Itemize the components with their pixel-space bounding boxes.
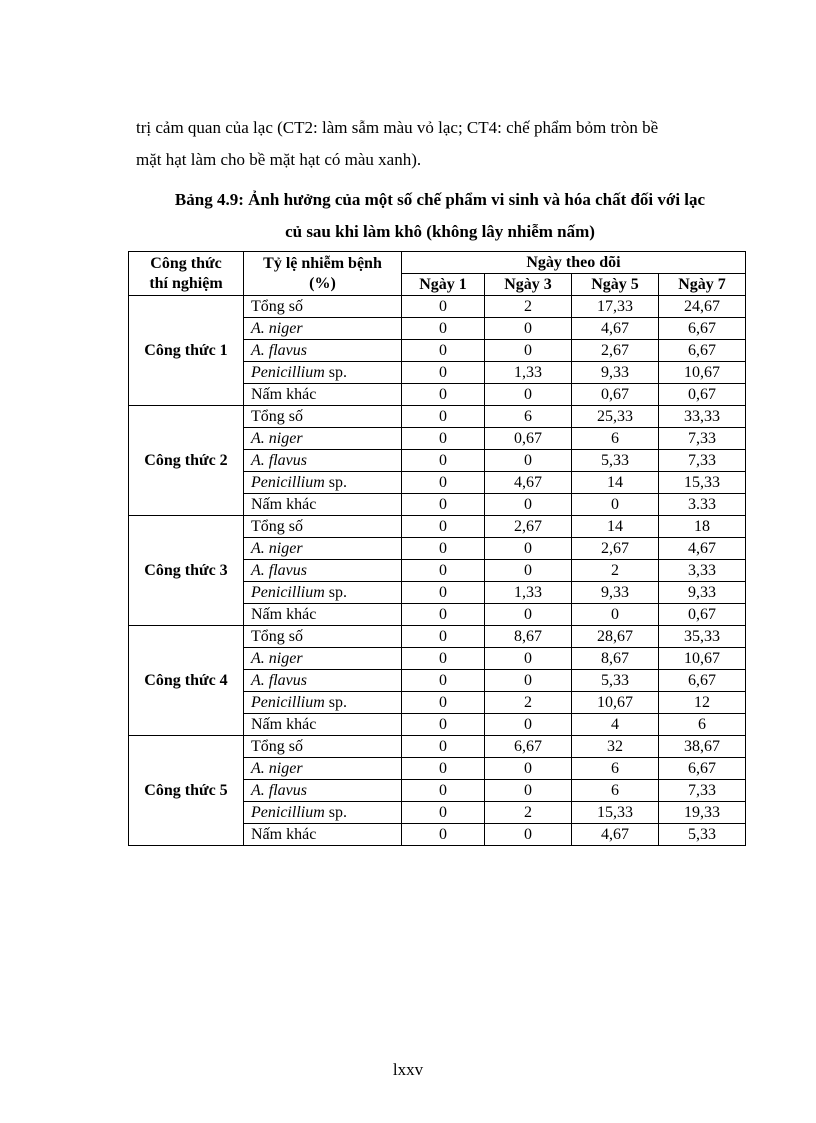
- category-text: Nấm khác: [251, 495, 317, 513]
- species-name: A. niger: [251, 429, 303, 447]
- intro-line-1: trị cảm quan của lạc (CT2: làm sẫm màu vỏ lạc; CT4: chế phẩm bỏm tròn bề: [136, 118, 659, 137]
- infection-category: [244, 758, 402, 780]
- rate-value-day-3: 0: [485, 648, 572, 670]
- category-text: Nấm khác: [251, 385, 317, 403]
- rate-value-day-7: 3,33: [659, 560, 746, 582]
- rate-value-day-7: 15,33: [659, 472, 746, 494]
- formula-name: Công thức 5: [129, 736, 244, 846]
- infection-category: [244, 296, 402, 318]
- rate-value-day-1: 0: [402, 604, 485, 626]
- infection-category: [244, 736, 402, 758]
- rate-value-day-5: 2,67: [572, 340, 659, 362]
- caption-line-2: củ sau khi làm khô (không lây nhiễm nấm): [285, 222, 595, 241]
- rate-value-day-3: 0: [485, 604, 572, 626]
- rate-value-day-7: 7,33: [659, 450, 746, 472]
- caption-line-1: Bảng 4.9: Ảnh hưởng của một số chế phẩm vi sinh và hóa chất đối với lạc: [174, 190, 706, 209]
- category-text: Tổng số: [251, 407, 303, 425]
- category-text: Nấm khác: [251, 605, 317, 623]
- rate-value-day-5: 10,67: [572, 692, 659, 714]
- infection-category: [244, 428, 402, 450]
- rate-value-day-3: 0: [485, 560, 572, 582]
- infection-category: [244, 494, 402, 516]
- rate-value-day-3: 0,67: [485, 428, 572, 450]
- rate-value-day-7: 4,67: [659, 538, 746, 560]
- rate-value-day-3: 2: [485, 296, 572, 318]
- infection-category: [244, 560, 402, 582]
- rate-value-day-5: 0,67: [572, 384, 659, 406]
- category-text: Tổng số: [251, 297, 303, 315]
- rate-value-day-5: 9,33: [572, 582, 659, 604]
- rate-value-day-3: 0: [485, 824, 572, 846]
- rate-value-day-1: 0: [402, 758, 485, 780]
- rate-value-day-1: 0: [402, 714, 485, 736]
- species-name: Penicillium: [251, 473, 325, 491]
- rate-value-day-1: 0: [402, 428, 485, 450]
- category-text: sp.: [324, 473, 347, 491]
- formula-name: Công thức 2: [129, 406, 244, 516]
- formula-name: Công thức 1: [129, 296, 244, 406]
- infection-category: [244, 604, 402, 626]
- rate-value-day-1: 0: [402, 802, 485, 824]
- infection-category: [244, 406, 402, 428]
- species-name: Penicillium: [251, 583, 325, 601]
- category-text: Nấm khác: [251, 715, 317, 733]
- table-row: [129, 296, 746, 318]
- infection-category: [244, 626, 402, 648]
- rate-value-day-5: 6: [572, 780, 659, 802]
- rate-value-day-1: 0: [402, 340, 485, 362]
- species-name: A. niger: [251, 319, 303, 337]
- infection-category: [244, 714, 402, 736]
- rate-value-day-5: 4: [572, 714, 659, 736]
- rate-value-day-5: 6: [572, 758, 659, 780]
- rate-value-day-7: 6,67: [659, 758, 746, 780]
- rate-value-day-1: 0: [402, 516, 485, 538]
- rate-value-day-1: 0: [402, 450, 485, 472]
- rate-value-day-3: 1,33: [485, 362, 572, 384]
- rate-value-day-7: 33,33: [659, 406, 746, 428]
- rate-value-day-3: 0: [485, 494, 572, 516]
- infection-category: [244, 648, 402, 670]
- rate-value-day-7: 6: [659, 714, 746, 736]
- header-days-group: Ngày theo dõi: [402, 252, 746, 274]
- rate-value-day-1: 0: [402, 472, 485, 494]
- rate-value-day-5: 25,33: [572, 406, 659, 428]
- rate-value-day-3: 0: [485, 670, 572, 692]
- rate-value-day-3: 0: [485, 758, 572, 780]
- infection-category: [244, 472, 402, 494]
- category-text: sp.: [324, 363, 347, 381]
- infection-category: [244, 582, 402, 604]
- rate-value-day-3: 2,67: [485, 516, 572, 538]
- species-name: A. niger: [251, 759, 303, 777]
- rate-value-day-5: 4,67: [572, 824, 659, 846]
- rate-value-day-1: 0: [402, 582, 485, 604]
- category-text: sp.: [324, 583, 347, 601]
- rate-value-day-1: 0: [402, 736, 485, 758]
- header-formula-line-1: Công thức: [150, 254, 222, 272]
- species-name: A. flavus: [251, 781, 307, 799]
- rate-value-day-1: 0: [402, 824, 485, 846]
- rate-value-day-5: 5,33: [572, 670, 659, 692]
- rate-value-day-3: 1,33: [485, 582, 572, 604]
- table-caption: [120, 184, 760, 248]
- infection-category: [244, 450, 402, 472]
- species-name: Penicillium: [251, 363, 325, 381]
- rate-value-day-1: 0: [402, 670, 485, 692]
- infection-category: [244, 538, 402, 560]
- intro-line-2: mặt hạt làm cho bề mặt hạt có màu xanh).: [136, 150, 422, 169]
- rate-value-day-5: 17,33: [572, 296, 659, 318]
- rate-value-day-7: 6,67: [659, 340, 746, 362]
- rate-value-day-3: 0: [485, 340, 572, 362]
- species-name: A. flavus: [251, 671, 307, 689]
- infection-category: [244, 802, 402, 824]
- category-text: Tổng số: [251, 737, 303, 755]
- rate-value-day-7: 6,67: [659, 318, 746, 340]
- header-rate-line-2: (%): [309, 274, 336, 292]
- header-formula: [129, 252, 244, 296]
- rate-value-day-5: 2,67: [572, 538, 659, 560]
- header-day-1: Ngày 1: [402, 274, 485, 296]
- category-text: Tổng số: [251, 517, 303, 535]
- rate-value-day-7: 10,67: [659, 362, 746, 384]
- rate-value-day-3: 0: [485, 318, 572, 340]
- rate-value-day-1: 0: [402, 780, 485, 802]
- table-row: [129, 516, 746, 538]
- infection-category: [244, 824, 402, 846]
- rate-value-day-3: 0: [485, 538, 572, 560]
- rate-value-day-3: 0: [485, 384, 572, 406]
- rate-value-day-5: 14: [572, 472, 659, 494]
- header-day-5: Ngày 5: [572, 274, 659, 296]
- category-text: Tổng số: [251, 627, 303, 645]
- rate-value-day-3: 8,67: [485, 626, 572, 648]
- rate-value-day-1: 0: [402, 406, 485, 428]
- rate-value-day-7: 3.33: [659, 494, 746, 516]
- rate-value-day-7: 5,33: [659, 824, 746, 846]
- category-text: sp.: [324, 693, 347, 711]
- category-text: sp.: [324, 803, 347, 821]
- formula-name: Công thức 4: [129, 626, 244, 736]
- rate-value-day-7: 0,67: [659, 384, 746, 406]
- rate-value-day-3: 0: [485, 780, 572, 802]
- page-number: lxxv: [392, 1060, 424, 1079]
- infection-category: [244, 318, 402, 340]
- infection-category: [244, 692, 402, 714]
- rate-value-day-5: 0: [572, 494, 659, 516]
- rate-value-day-7: 18: [659, 516, 746, 538]
- species-name: A. flavus: [251, 561, 307, 579]
- rate-value-day-3: 0: [485, 450, 572, 472]
- rate-value-day-1: 0: [402, 560, 485, 582]
- header-rate-line-1: Tỷ lệ nhiễm bệnh: [263, 254, 382, 272]
- rate-value-day-5: 32: [572, 736, 659, 758]
- header-day-3: Ngày 3: [485, 274, 572, 296]
- species-name: A. flavus: [251, 451, 307, 469]
- rate-value-day-7: 9,33: [659, 582, 746, 604]
- rate-value-day-5: 4,67: [572, 318, 659, 340]
- header-rate: [244, 252, 402, 296]
- rate-value-day-1: 0: [402, 318, 485, 340]
- intro-paragraph: [136, 112, 746, 176]
- rate-value-day-5: 9,33: [572, 362, 659, 384]
- infection-category: [244, 384, 402, 406]
- rate-value-day-1: 0: [402, 384, 485, 406]
- infection-category: [244, 780, 402, 802]
- species-name: Penicillium: [251, 693, 325, 711]
- rate-value-day-7: 12: [659, 692, 746, 714]
- species-name: A. niger: [251, 539, 303, 557]
- header-day-7: Ngày 7: [659, 274, 746, 296]
- rate-value-day-1: 0: [402, 362, 485, 384]
- rate-value-day-3: 4,67: [485, 472, 572, 494]
- rate-value-day-5: 28,67: [572, 626, 659, 648]
- rate-value-day-7: 38,67: [659, 736, 746, 758]
- formula-name: Công thức 3: [129, 516, 244, 626]
- rate-value-day-1: 0: [402, 626, 485, 648]
- rate-value-day-3: 2: [485, 692, 572, 714]
- rate-value-day-3: 2: [485, 802, 572, 824]
- species-name: Penicillium: [251, 803, 325, 821]
- species-name: A. niger: [251, 649, 303, 667]
- table-row: [129, 406, 746, 428]
- rate-value-day-1: 0: [402, 494, 485, 516]
- infection-category: [244, 670, 402, 692]
- species-name: A. flavus: [251, 341, 307, 359]
- infection-category: [244, 516, 402, 538]
- table-row: [129, 626, 746, 648]
- table-row: [129, 736, 746, 758]
- table-body: [129, 296, 746, 846]
- infection-category: [244, 340, 402, 362]
- header-formula-line-2: thí nghiệm: [149, 274, 223, 292]
- rate-value-day-5: 14: [572, 516, 659, 538]
- rate-value-day-7: 6,67: [659, 670, 746, 692]
- rate-value-day-7: 19,33: [659, 802, 746, 824]
- rate-value-day-3: 6,67: [485, 736, 572, 758]
- rate-value-day-7: 35,33: [659, 626, 746, 648]
- rate-value-day-7: 7,33: [659, 428, 746, 450]
- rate-value-day-1: 0: [402, 296, 485, 318]
- rate-value-day-7: 10,67: [659, 648, 746, 670]
- rate-value-day-5: 8,67: [572, 648, 659, 670]
- rate-value-day-7: 24,67: [659, 296, 746, 318]
- rate-value-day-5: 0: [572, 604, 659, 626]
- infection-category: [244, 362, 402, 384]
- category-text: Nấm khác: [251, 825, 317, 843]
- rate-value-day-5: 2: [572, 560, 659, 582]
- rate-value-day-3: 0: [485, 714, 572, 736]
- rate-value-day-3: 6: [485, 406, 572, 428]
- rate-value-day-1: 0: [402, 692, 485, 714]
- rate-value-day-5: 6: [572, 428, 659, 450]
- rate-value-day-7: 0,67: [659, 604, 746, 626]
- rate-value-day-5: 15,33: [572, 802, 659, 824]
- infection-rate-table: [128, 251, 746, 846]
- rate-value-day-7: 7,33: [659, 780, 746, 802]
- rate-value-day-1: 0: [402, 648, 485, 670]
- rate-value-day-1: 0: [402, 538, 485, 560]
- rate-value-day-5: 5,33: [572, 450, 659, 472]
